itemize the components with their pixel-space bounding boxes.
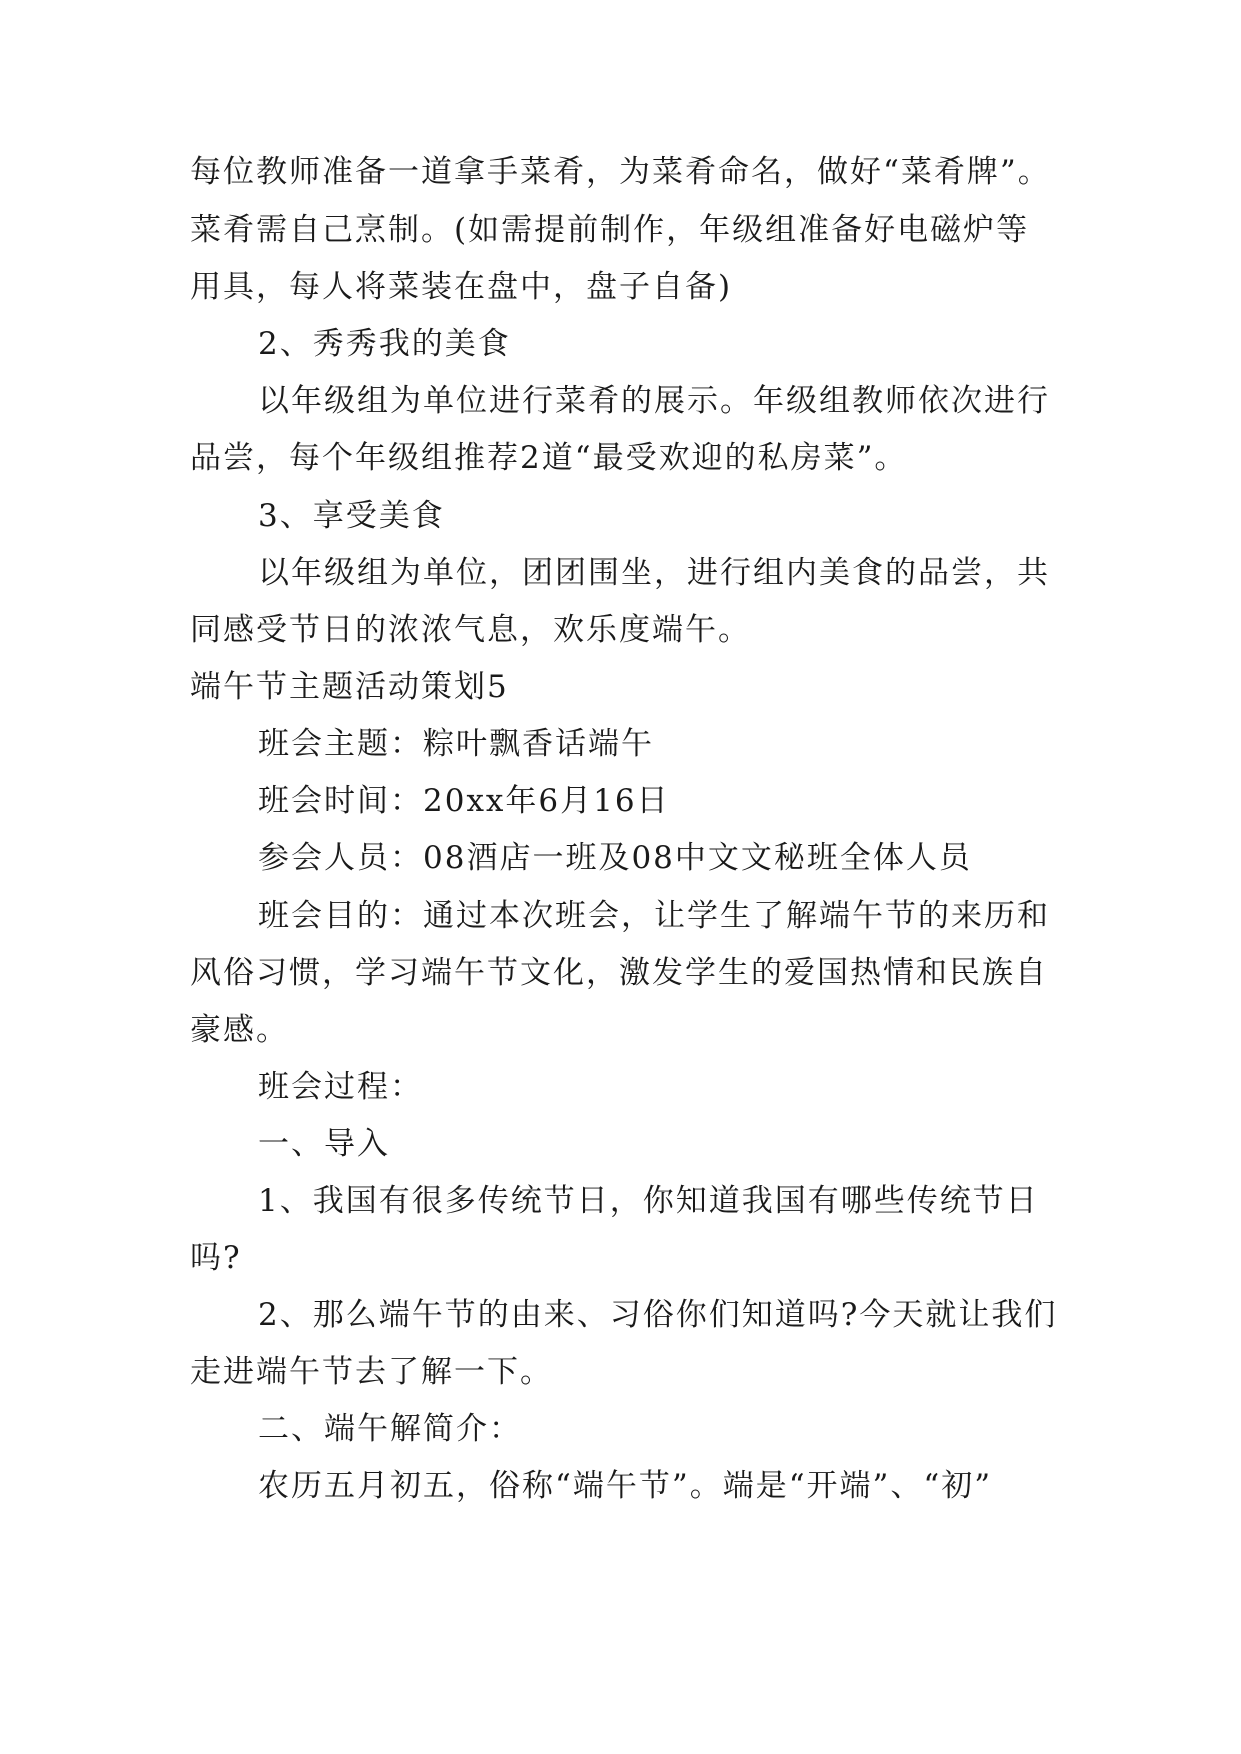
- text-line: 每位教师准备一道拿手菜肴，为菜肴命名，做好“菜肴牌”。: [190, 154, 1051, 190]
- text-line: 以年级组为单位，团团围坐，进行组内美食的品尝，共: [258, 555, 1050, 591]
- document-title: 端午节主题活动策划5: [190, 669, 509, 705]
- text-line: 班会过程：: [258, 1069, 423, 1105]
- text-line: 用具，每人将菜装在盘中，盘子自备): [190, 269, 733, 305]
- text-line: 农历五月初五，俗称“端午节”。端是“开端”、“初”: [258, 1468, 993, 1504]
- text-line: 同感受节日的浓浓气息，欢乐度端午。: [190, 612, 751, 648]
- text-line: 2、那么端午节的由来、习俗你们知道吗?今天就让我们: [258, 1297, 1058, 1333]
- text-line: 品尝，每个年级组推荐2道“最受欢迎的私房菜”。: [190, 440, 908, 476]
- text-line: 菜肴需自己烹制。(如需提前制作，年级组准备好电磁炉等: [190, 212, 1030, 248]
- section-heading: 2、秀秀我的美食: [258, 326, 511, 362]
- text-line: 参会人员：08酒店一班及08中文文秘班全体人员: [258, 840, 972, 876]
- text-line: 班会目的：通过本次班会，让学生了解端午节的来历和: [258, 898, 1050, 934]
- text-line: 班会主题：粽叶飘香话端午: [258, 726, 654, 762]
- text-line: 豪感。: [190, 1012, 289, 1048]
- section-heading: 一、导入: [258, 1126, 390, 1162]
- text-line: 1、我国有很多传统节日，你知道我国有哪些传统节日: [258, 1183, 1039, 1219]
- section-heading: 3、享受美食: [258, 498, 445, 534]
- text-line: 吗?: [190, 1240, 242, 1276]
- section-heading: 二、端午解简介：: [258, 1411, 522, 1447]
- text-line: 走进端午节去了解一下。: [190, 1354, 553, 1390]
- text-line: 以年级组为单位进行菜肴的展示。年级组教师依次进行: [258, 383, 1050, 419]
- text-line: 风俗习惯，学习端午节文化，激发学生的爱国热情和民族自: [190, 955, 1048, 991]
- text-line: 班会时间：20xx年6月16日: [258, 783, 670, 819]
